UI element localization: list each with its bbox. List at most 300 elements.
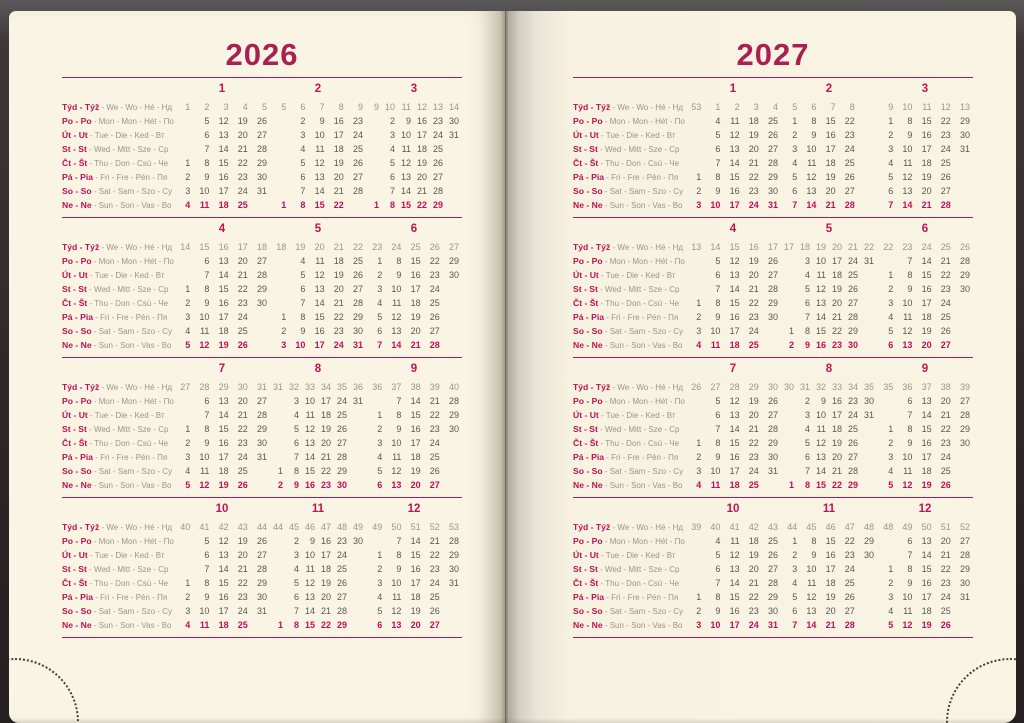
day-cell: 10 [314,130,325,140]
day-cell: 10 [391,284,402,294]
day-cell: 15 [921,270,932,280]
day-cell: 25 [940,158,951,168]
day-cell: 3 [300,130,306,140]
week-cell: 43 [768,522,779,532]
day-cell [443,296,462,310]
day-cell: 4 [293,564,299,574]
day-label-red: So - So [62,465,92,476]
day-cell: 14 [218,144,229,154]
day-cell: 30 [257,438,268,448]
day-cell: 13 [304,438,315,448]
month-cell-group [174,254,270,268]
month-cell-group [270,576,366,590]
month-cell-group [174,142,270,156]
month-cell-group [685,408,781,422]
day-cell: 25 [768,536,779,546]
weekday-row [573,562,973,576]
day-cell: 16 [831,396,842,406]
day-cell: 8 [396,550,402,560]
day-cell: 2 [293,536,299,546]
day-cell: 30 [257,298,268,308]
day-cell [443,478,462,492]
day-cell: 6 [804,298,810,308]
month-cell-group [174,562,270,576]
day-row-label [573,100,685,115]
month-cell-group [877,156,973,170]
day-label-gray: - Sat - Sam - Szo - Су [602,606,684,616]
day-cell: 27 [432,172,443,182]
day-cell: 31 [768,200,779,210]
day-cell: 10 [199,606,210,616]
day-label-red: St - St [62,423,87,434]
day-label-gray: - Sat - Sam - Szo - Су [602,186,684,196]
day-label-red: Út - Ut [573,269,599,280]
day-label-red: Po - Po [573,535,603,546]
week-cell: 52 [429,522,440,532]
day-label-red: Pá - Pia [573,171,605,182]
weekday-row [62,464,462,478]
day-label-gray: - Tue - Die - Ked - Вт [87,550,165,560]
day-cell: 3 [293,550,299,560]
day-cell [443,310,462,324]
day-cell: 7 [907,410,913,420]
day-cell: 16 [921,438,932,448]
day-cell: 2 [788,340,794,350]
day-row-label [62,296,174,311]
day-cell: 16 [825,550,836,560]
day-cell: 18 [218,466,229,476]
day-cell [366,394,385,408]
day-cell: 16 [320,536,331,546]
day-cell: 3 [377,284,383,294]
day-cell: 22 [940,424,951,434]
week-cell: 38 [940,382,951,392]
day-cell [270,184,289,198]
week-cell: 22 [353,242,364,252]
day-cell: 28 [336,452,347,462]
day-cell: 19 [218,340,229,350]
day-cell [762,324,781,338]
day-row-label [573,618,685,633]
quarter-divider [573,357,973,358]
day-cell: 8 [804,326,810,336]
day-row-label [573,310,685,325]
day-cell [685,408,704,422]
month-cell-group [270,436,366,450]
day-cell: 29 [336,620,347,630]
day-cell: 28 [432,186,443,196]
day-label-red: Čt - Št [573,297,599,308]
month-numbers-row [62,503,462,516]
day-cell: 7 [377,340,383,350]
month-cell-group [366,618,462,632]
month-cell-group [877,184,973,198]
month-cell-group [781,128,877,142]
month-cell-group [270,170,366,184]
day-cell: 23 [847,396,858,406]
day-label-gray: - Sat - Sam - Szo - Су [91,606,173,616]
month-cell-group [781,324,877,338]
weekday-row [62,142,462,156]
week-cell: 30 [783,382,794,392]
day-cell: 21 [748,284,759,294]
day-cell: 24 [429,438,440,448]
day-cell: 15 [825,116,836,126]
day-row-label [62,394,174,409]
day-cell: 28 [768,158,779,168]
day-cell: 19 [831,438,842,448]
day-cell: 19 [748,256,759,266]
day-cell: 5 [792,592,798,602]
day-cell: 27 [768,410,779,420]
day-cell: 27 [257,550,268,560]
day-cell [350,548,366,562]
day-cell [270,142,289,156]
week-cell: 28 [199,382,210,392]
day-cell [350,590,366,604]
day-cell: 1 [281,312,287,322]
day-label-gray: - Sat - Sam - Szo - Су [602,326,684,336]
day-cell: 2 [804,396,810,406]
day-cell: 13 [391,326,402,336]
day-row-label [62,548,174,563]
day-cell: 27 [768,564,779,574]
month-cell-group [174,282,270,296]
day-cell: 10 [902,452,913,462]
day-cell: 11 [903,312,913,322]
day-cell [270,436,286,450]
month-number: 2 [825,83,833,95]
month-cell-group [270,338,366,352]
day-cell: 30 [768,606,779,616]
day-cell: 16 [410,270,421,280]
day-label-gray: - Sun - Son - Vas - Во [602,480,683,490]
day-cell [954,170,973,184]
day-cell: 18 [921,466,932,476]
day-cell: 22 [429,410,440,420]
day-cell: 14 [314,298,325,308]
day-cell: 2 [281,326,287,336]
day-cell: 5 [888,480,894,490]
day-cell: 25 [336,410,347,420]
day-cell: 29 [257,284,268,294]
day-label-gray: - Wed - Mitt - Sze - Ср [86,284,169,294]
day-cell: 20 [333,172,344,182]
day-cell [858,562,877,576]
day-cell: 4 [792,578,798,588]
month-cell-group [270,548,366,562]
week-cell: 5 [281,102,287,112]
day-cell: 11 [710,480,721,490]
day-cell: 8 [715,592,721,602]
day-cell [350,464,366,478]
day-cell: 24 [237,312,248,322]
day-cell: 17 [320,550,331,560]
day-cell: 5 [204,536,210,546]
day-cell: 7 [907,550,913,560]
month-cell-group [270,534,366,548]
day-cell: 20 [921,186,932,196]
day-cell: 31 [257,452,268,462]
week-cell: 5 [792,102,798,112]
day-cell: 18 [729,480,740,490]
day-cell [858,142,877,156]
day-cell: 31 [352,396,363,406]
day-cell: 4 [377,592,383,602]
day-cell: 29 [768,172,779,182]
month-cell-group [174,114,270,128]
day-label-red: Po - Po [573,395,603,406]
week-number-row [62,240,462,254]
day-label-red: Út - Ut [573,409,599,420]
month-cell-group [685,576,781,590]
week-cell: 13 [432,102,443,112]
day-cell: 23 [320,480,331,490]
week-cell: 21 [847,242,858,252]
day-cell: 28 [960,550,971,560]
week-cell: 27 [449,242,460,252]
weekday-row [62,422,462,436]
day-cell: 22 [844,536,855,546]
day-cell: 16 [729,606,740,616]
week-cell: 18 [276,242,287,252]
day-cell [954,184,973,198]
day-cell: 14 [815,312,826,322]
day-cell: 12 [729,130,740,140]
month-number: 5 [825,223,833,235]
day-cell: 19 [410,466,421,476]
month-cell-group [366,464,462,478]
month-cell-group [270,450,366,464]
day-cell [762,338,781,352]
day-cell [270,604,286,618]
day-cell: 15 [921,424,932,434]
day-row-label [62,464,174,479]
day-label-red: Čt - Št [62,297,88,308]
month-cell-group [781,534,877,548]
month-cell-group [174,464,270,478]
day-label-gray: - Wed - Mitt - Sze - Ср [597,424,680,434]
month-cell-group [270,562,366,576]
day-cell [858,128,877,142]
month-cell-group [174,156,270,170]
week-cell: 14 [448,102,459,112]
month-cell-group [270,618,366,632]
day-label-red: Po - Po [62,255,92,266]
day-cell: 7 [396,536,402,546]
day-cell: 4 [377,452,383,462]
day-label-gray: - Sun - Son - Vas - Во [602,200,683,210]
weekday-row [573,128,973,142]
day-cell: 31 [960,144,971,154]
day-cell: 9 [715,312,721,322]
day-cell [685,114,704,128]
day-cell: 25 [940,466,951,476]
day-cell: 23 [429,270,440,280]
day-cell: 17 [416,130,427,140]
day-cell: 17 [831,410,842,420]
day-cell: 27 [353,172,364,182]
day-cell [877,534,896,548]
day-cell: 24 [940,592,951,602]
day-row-label [62,534,174,549]
day-cell: 25 [748,480,759,490]
month-cell-group [781,604,877,618]
day-cell: 4 [888,466,894,476]
day-cell: 15 [729,298,740,308]
day-cell: 4 [715,536,721,546]
day-cell: 6 [715,270,721,280]
day-row-label [573,380,685,395]
day-row-label [62,142,174,157]
day-cell: 19 [748,550,759,560]
week-cell: 31 [272,382,283,392]
month-cell-group [366,338,462,352]
day-row-label [573,534,685,549]
day-cell: 5 [888,172,894,182]
month-cell-group [781,268,877,282]
day-label-red: Ne - Ne [573,199,603,210]
day-cell: 18 [748,536,759,546]
day-cell: 3 [804,256,810,266]
day-cell: 24 [847,410,858,420]
month-cell-group [781,380,877,394]
month-cell-group [877,520,973,534]
month-number: 9 [410,363,418,375]
day-cell: 29 [449,410,460,420]
month-number: 5 [314,223,322,235]
day-cell: 5 [715,550,721,560]
day-label-gray: - Fri - Fre - Pén - Пя [93,592,168,602]
month-cell-group [270,114,366,128]
day-cell: 18 [921,158,932,168]
day-row-label [573,394,685,409]
day-cell: 13 [314,284,325,294]
month-cell-group [877,450,973,464]
week-cell: 39 [691,522,702,532]
day-cell: 12 [199,480,210,490]
day-cell: 15 [921,564,932,574]
day-cell [781,408,797,422]
day-row-label [62,198,174,213]
day-row-label [62,170,174,185]
day-row-label [62,254,174,269]
month-numbers-spacer [573,503,685,516]
day-cell: 16 [729,312,740,322]
day-cell: 6 [907,536,913,546]
week-cell: 39 [429,382,440,392]
sunday-row [573,338,973,352]
day-cell: 23 [844,130,855,140]
day-cell: 12 [218,536,229,546]
day-cell [366,142,382,156]
day-cell: 14 [815,466,826,476]
day-label-red: Po - Po [573,115,603,126]
page-edge-shadow-left [9,718,505,723]
day-cell: 23 [237,438,248,448]
day-cell [858,198,877,212]
day-cell: 3 [804,410,810,420]
day-cell [861,282,877,296]
day-cell: 20 [320,592,331,602]
week-number-row [573,240,973,254]
month-cell-group [174,478,270,492]
month-cell-group [685,184,781,198]
day-cell: 26 [844,172,855,182]
day-cell: 25 [336,564,347,574]
day-cell: 30 [449,424,460,434]
day-cell: 2 [377,270,383,280]
week-cell: 47 [844,522,855,532]
day-cell: 16 [218,592,229,602]
day-cell: 1 [377,410,383,420]
month-cell-group [781,184,877,198]
week-cell: 27 [180,382,191,392]
day-cell: 28 [960,410,971,420]
day-cell: 13 [304,592,315,602]
day-cell: 9 [811,130,817,140]
day-cell: 26 [336,578,347,588]
day-cell: 21 [940,256,951,266]
day-cell: 3 [293,396,299,406]
day-cell: 3 [696,620,702,630]
week-cell: 8 [849,102,855,112]
week-cell: 44 [272,522,283,532]
day-cell: 10 [295,340,306,350]
day-label-gray: - Sun - Son - Vas - Во [91,200,172,210]
month-cell-group [270,184,366,198]
day-cell: 2 [888,130,894,140]
day-cell: 28 [353,186,364,196]
week-cell: 45 [288,522,299,532]
day-label-gray: - Mon - Mon - Hét - По [91,256,174,266]
day-cell: 2 [389,116,395,126]
day-cell: 17 [410,284,421,294]
day-label-red: So - So [573,325,603,336]
month-number: 4 [729,223,737,235]
month-number: 6 [410,223,418,235]
day-cell [954,296,973,310]
month-numbers-row [62,83,462,96]
day-cell: 29 [353,312,364,322]
week-cell: 19 [815,242,826,252]
day-label-gray: - Wed - Mitt - Sze - Ср [86,564,169,574]
day-cell: 13 [729,270,740,280]
day-cell: 6 [804,452,810,462]
week-cell: 1 [185,102,191,112]
day-cell: 1 [696,592,702,602]
week-cell: 17 [768,242,779,252]
day-cell: 3 [377,578,383,588]
week-cell: 17 [237,242,248,252]
day-cell: 30 [257,592,268,602]
day-cell [781,268,797,282]
day-cell [861,464,877,478]
day-cell: 4 [804,270,810,280]
day-cell: 8 [804,480,810,490]
month-cell-group [366,520,462,534]
month-cell-group [685,604,781,618]
day-row-label [573,142,685,157]
day-cell: 17 [218,452,229,462]
day-label-red: Pá - Pia [62,171,94,182]
month-cell-group [366,380,462,394]
day-cell: 7 [389,186,395,196]
day-cell: 14 [921,550,932,560]
day-row-label [62,338,174,353]
day-cell: 31 [448,130,459,140]
day-cell: 26 [940,326,951,336]
